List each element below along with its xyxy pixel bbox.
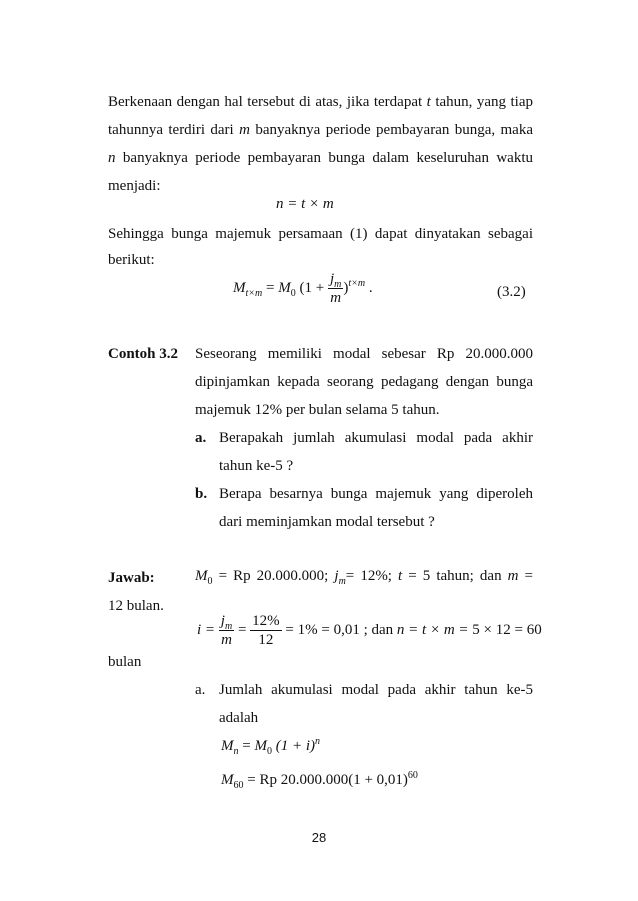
answer-label: Jawab:	[108, 570, 155, 586]
example-label: Contoh 3.2	[108, 346, 179, 362]
paragraph1-line3: n banyaknya periode pembayaran bunga dalam keseluruhan waktu	[108, 150, 534, 166]
question-a-line1: Berapakah jumlah akumulasi modal pada akhir	[219, 430, 533, 446]
equation-3-2: $M_{t\times m} = M_0$ (1 + $\frac{j_m}{m}$ )$^{t\times m}$ .	[233, 271, 373, 306]
question-a-line2: tahun ke-5 ?	[219, 458, 294, 474]
example-line3: majemuk 12% per bulan selama 5 tahun.	[195, 402, 440, 418]
equation-n: n = t × m	[276, 196, 334, 212]
formula-m60: $M_{60} = Rp$ $20.000.000(1 + 0,01)^{60}$	[221, 770, 418, 791]
paragraph2-line1: Sehingga bunga majemuk persamaan (1) dapat dinyatakan sebagai	[108, 226, 533, 242]
equation-number: (3.2)	[497, 284, 526, 300]
answer-a-line2: adalah	[219, 710, 259, 726]
fraction-12pct-over-12: $\frac{12\%}{12}$	[252, 613, 280, 648]
var-n: n	[108, 150, 116, 166]
fraction-jm-over-m-2: $\frac{j_m}{m}$	[220, 613, 233, 648]
paragraph2-line2: berikut:	[108, 252, 155, 268]
question-b-line2: dari meminjamkan modal tersebut ?	[219, 514, 435, 530]
paragraph1-line2: tahunnya terdiri dari m banyaknya periode pembayaran bunga, maka	[108, 122, 534, 138]
formula-mn: $M_n = M_0$ $(1 + i)^n$	[221, 736, 320, 757]
var-m: m	[239, 122, 250, 138]
question-a-label: a.	[195, 430, 207, 446]
paragraph1-line1: Berkenaan dengan hal tersebut di atas, jika terdapat t tahun, yang tiap	[108, 94, 534, 110]
question-b-line1: Berapa besarnya bunga majemuk yang diperoleh	[219, 486, 533, 502]
paragraph1-line4: menjadi:	[108, 178, 161, 194]
answer-line1: $M_0 = Rp$ 20.000.000; $j_m= 12\%$; t = 5 tahun; dan m =	[195, 568, 534, 587]
answer-a-label: a.	[195, 682, 206, 698]
example-line1: Seseorang memiliki modal sebesar Rp 20.000.000	[195, 346, 533, 362]
page-number: 28	[311, 830, 327, 845]
answer-bulan: bulan	[108, 654, 142, 670]
equation-interest-rate: i = $\frac{j_m}{m}$ = $\frac{12\%}{12}$ = 1% = 0,01 ; dan n = t × m = 5 × 12 = 60	[197, 613, 542, 648]
example-line2: dipinjamkan kepada seorang pedagang dengan bunga	[195, 374, 533, 390]
answer-a-line1: Jumlah akumulasi modal pada akhir tahun ke-5	[219, 682, 533, 698]
var-t: t	[426, 94, 431, 110]
answer-line2: 12 bulan.	[108, 598, 164, 614]
question-b-label: b.	[195, 486, 208, 502]
fraction-jm-over-m: $\frac{j_m}{m}$	[329, 271, 342, 306]
